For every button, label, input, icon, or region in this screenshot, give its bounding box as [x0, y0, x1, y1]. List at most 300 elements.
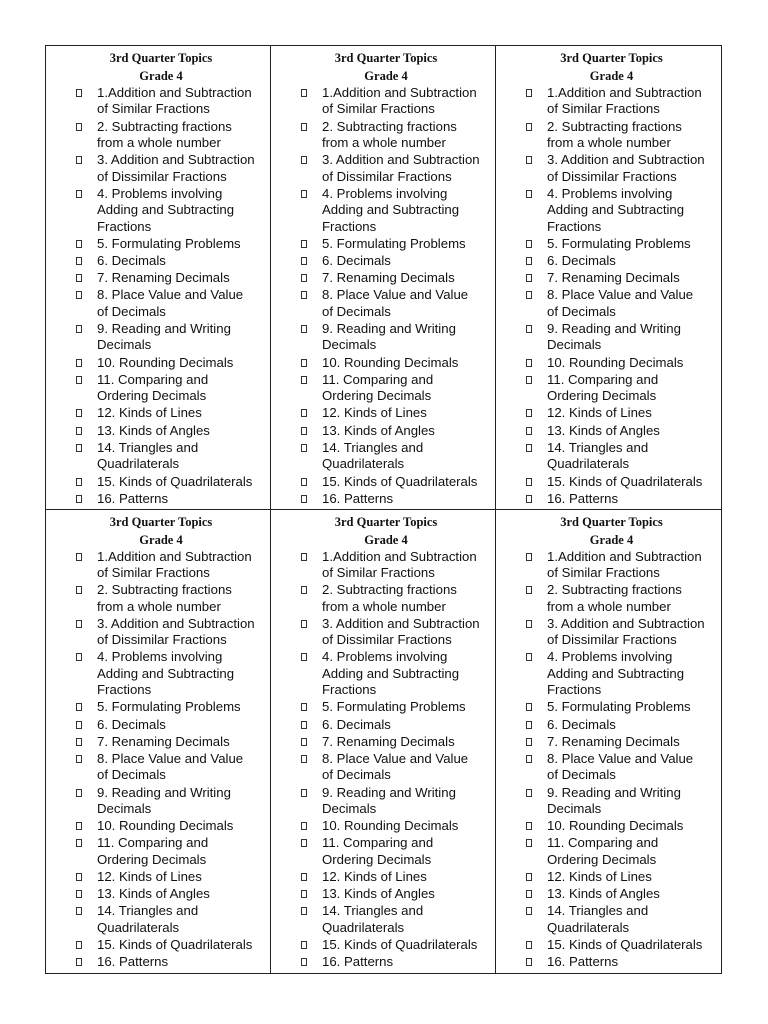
- checkbox-icon[interactable]: [76, 620, 82, 628]
- topic-item-text: 6. Decimals: [547, 716, 616, 732]
- topic-item-text: 13. Kinds of Angles: [322, 886, 435, 902]
- topic-item: [496, 491, 721, 507]
- cell-grade: Grade 4: [139, 532, 183, 547]
- topic-item-text: 11. Comparing and: [322, 835, 434, 851]
- checkbox-icon[interactable]: [76, 291, 82, 299]
- checkbox-icon[interactable]: [301, 586, 307, 594]
- topic-item-text: 13. Kinds of Angles: [547, 886, 660, 902]
- topic-item: [46, 903, 270, 936]
- topic-list: [271, 549, 495, 971]
- topic-item: [271, 321, 495, 354]
- checkbox-icon[interactable]: [526, 325, 532, 333]
- checkbox-icon[interactable]: [76, 653, 82, 661]
- topic-item-text: Decimals: [97, 800, 152, 816]
- topic-item: [46, 236, 270, 252]
- checkbox-icon[interactable]: [526, 721, 532, 729]
- checkbox-icon[interactable]: [76, 586, 82, 594]
- checkbox-icon[interactable]: [526, 958, 532, 966]
- topic-item-text: 7. Renaming Decimals: [322, 733, 455, 749]
- topic-item-text: from a whole number: [547, 598, 671, 614]
- checkbox-icon[interactable]: [76, 123, 82, 131]
- topic-item: [496, 236, 721, 252]
- topic-item-text: 8. Place Value and Value: [547, 287, 694, 303]
- topic-item-text: Quadrilaterals: [97, 456, 180, 472]
- checkbox-icon[interactable]: [301, 409, 307, 417]
- topic-item-text: of Dissimilar Fractions: [547, 168, 677, 184]
- topic-item: [271, 649, 495, 698]
- topic-item-text: 11. Comparing and: [547, 371, 659, 387]
- topic-item-text: of Decimals: [322, 767, 391, 783]
- topic-item-text: 13. Kinds of Angles: [322, 422, 435, 438]
- topic-item: [496, 937, 721, 953]
- checkbox-icon[interactable]: [526, 553, 532, 561]
- checkbox-icon[interactable]: [76, 156, 82, 164]
- topic-item-text: 5. Formulating Problems: [322, 699, 466, 715]
- topic-item-text: of Similar Fractions: [322, 101, 435, 117]
- topic-item: [46, 649, 270, 698]
- topic-item: [46, 270, 270, 286]
- checkbox-icon[interactable]: [526, 427, 532, 435]
- checkbox-icon[interactable]: [526, 240, 532, 248]
- topic-item: [496, 785, 721, 818]
- topic-item-text: 14. Triangles and: [547, 903, 649, 919]
- topic-item: [271, 423, 495, 439]
- topic-list: [46, 549, 270, 971]
- checkbox-icon[interactable]: [76, 958, 82, 966]
- topic-item-text: 1.Addition and Subtraction: [547, 85, 702, 100]
- topic-item: [46, 785, 270, 818]
- topic-item: [46, 372, 270, 405]
- checkbox-icon[interactable]: [301, 359, 307, 367]
- topic-item: [496, 253, 721, 269]
- topic-item-text: Quadrilaterals: [322, 919, 405, 935]
- topic-item: [271, 616, 495, 649]
- topic-item-text: 2. Subtracting fractions: [97, 582, 232, 598]
- cell-heading: 3rd Quarter Topics: [109, 514, 213, 529]
- topic-item: [271, 236, 495, 252]
- topic-item-text: 3. Addition and Subtraction: [322, 152, 480, 168]
- topic-item: [271, 186, 495, 235]
- checkbox-icon[interactable]: [301, 789, 307, 797]
- checkbox-icon[interactable]: [526, 478, 532, 486]
- topic-item: [46, 734, 270, 750]
- topic-item-text: Fractions: [97, 682, 152, 698]
- checkbox-icon[interactable]: [301, 156, 307, 164]
- topic-item-text: Adding and Subtracting: [322, 202, 460, 218]
- topic-item: [46, 937, 270, 953]
- checkbox-icon[interactable]: [301, 274, 307, 282]
- topic-item-text: 2. Subtracting fractions: [547, 118, 682, 134]
- topic-item: [271, 582, 495, 615]
- topic-item-text: 5. Formulating Problems: [547, 235, 691, 251]
- topic-item: [271, 734, 495, 750]
- topic-item: [46, 835, 270, 868]
- topic-item-text: 7. Renaming Decimals: [97, 733, 230, 749]
- topic-item-text: Adding and Subtracting: [547, 665, 685, 681]
- topic-item-text: Fractions: [547, 682, 602, 698]
- checkbox-icon[interactable]: [301, 89, 307, 97]
- topic-item: [271, 372, 495, 405]
- topics-cell: [271, 510, 496, 974]
- checkbox-icon[interactable]: [526, 409, 532, 417]
- topic-item: [271, 785, 495, 818]
- topic-item: [271, 751, 495, 784]
- checkbox-icon[interactable]: [301, 907, 307, 915]
- topic-item-text: 11. Comparing and: [322, 371, 434, 387]
- topic-item-text: of Similar Fractions: [547, 564, 660, 580]
- topic-item: [271, 903, 495, 936]
- topic-item-text: 9. Reading and Writing: [322, 321, 456, 337]
- topic-item: [496, 549, 721, 582]
- topic-item: [271, 869, 495, 885]
- checkbox-icon[interactable]: [76, 478, 82, 486]
- checkbox-icon[interactable]: [301, 291, 307, 299]
- topic-item: [496, 355, 721, 371]
- topic-item-text: 10. Rounding Decimals: [322, 354, 459, 370]
- topic-item: [496, 85, 721, 118]
- topic-item: [271, 119, 495, 152]
- topic-item-text: of Dissimilar Fractions: [322, 168, 452, 184]
- topic-item: [46, 751, 270, 784]
- topic-item: [496, 474, 721, 490]
- checkbox-icon[interactable]: [526, 789, 532, 797]
- cell-heading: 3rd Quarter Topics: [560, 514, 663, 529]
- topic-item: [496, 649, 721, 698]
- topic-item: [496, 423, 721, 439]
- topic-item-text: Ordering Decimals: [97, 851, 207, 867]
- topic-item: [46, 886, 270, 902]
- checkbox-icon[interactable]: [76, 359, 82, 367]
- checkbox-icon[interactable]: [526, 873, 532, 881]
- topic-item: [271, 717, 495, 733]
- topic-item: [496, 186, 721, 235]
- topic-item: [271, 699, 495, 715]
- topic-item: [271, 440, 495, 473]
- topic-item-text: 1.Addition and Subtraction: [322, 85, 477, 100]
- checkbox-icon[interactable]: [526, 495, 532, 503]
- checkbox-icon[interactable]: [301, 755, 307, 763]
- topic-item: [46, 152, 270, 185]
- topic-item-text: 3. Addition and Subtraction: [97, 615, 255, 631]
- checkbox-icon[interactable]: [526, 703, 532, 711]
- topic-item-text: 4. Problems involving: [547, 649, 673, 665]
- checkbox-icon[interactable]: [76, 427, 82, 435]
- topic-item-text: 14. Triangles and: [97, 439, 199, 455]
- checkbox-icon[interactable]: [301, 444, 307, 452]
- checkbox-icon[interactable]: [76, 409, 82, 417]
- topic-item: [271, 85, 495, 118]
- topic-item-text: 6. Decimals: [322, 253, 391, 269]
- topic-item: [46, 321, 270, 354]
- checkbox-icon[interactable]: [301, 190, 307, 198]
- topic-item-text: of Similar Fractions: [97, 564, 210, 580]
- topics-cell: [496, 510, 721, 974]
- checkbox-icon[interactable]: [301, 958, 307, 966]
- topic-item: [46, 954, 270, 970]
- topic-item-text: 15. Kinds of Quadrilaterals: [547, 473, 703, 489]
- topic-item: [46, 85, 270, 118]
- topic-item: [496, 751, 721, 784]
- checkbox-icon[interactable]: [526, 755, 532, 763]
- cell-grade: Grade 4: [589, 69, 634, 83]
- checkbox-icon[interactable]: [76, 873, 82, 881]
- topic-item: [46, 119, 270, 152]
- checkbox-icon[interactable]: [76, 890, 82, 898]
- topic-item: [496, 119, 721, 152]
- topic-item-text: 2. Subtracting fractions: [547, 582, 682, 598]
- checkbox-icon[interactable]: [76, 553, 82, 561]
- checkbox-icon[interactable]: [76, 941, 82, 949]
- topic-item-text: 12. Kinds of Lines: [97, 868, 202, 884]
- checkbox-icon[interactable]: [301, 653, 307, 661]
- topic-item-text: of Dissimilar Fractions: [97, 168, 227, 184]
- checkbox-icon[interactable]: [301, 123, 307, 131]
- topic-item-text: 10. Rounding Decimals: [547, 818, 684, 834]
- topic-item: [496, 869, 721, 885]
- topic-list: [46, 85, 270, 507]
- topic-item-text: 10. Rounding Decimals: [97, 818, 234, 834]
- topic-item: [271, 405, 495, 421]
- checkbox-icon[interactable]: [526, 620, 532, 628]
- topic-item-text: 1.Addition and Subtraction: [97, 85, 252, 100]
- topic-item-text: 15. Kinds of Quadrilaterals: [547, 937, 703, 952]
- topic-item-text: 15. Kinds of Quadrilaterals: [97, 937, 253, 952]
- topic-item-text: 11. Comparing and: [97, 835, 209, 851]
- checkbox-icon[interactable]: [301, 376, 307, 384]
- topic-item-text: of Dissimilar Fractions: [547, 632, 677, 648]
- topic-item: [46, 717, 270, 733]
- checkbox-icon[interactable]: [76, 789, 82, 797]
- checkbox-icon[interactable]: [76, 822, 82, 830]
- topic-item-text: of Dissimilar Fractions: [97, 632, 227, 648]
- topic-item-text: of Dissimilar Fractions: [322, 632, 452, 648]
- topic-item-text: of Decimals: [97, 303, 166, 319]
- topic-item: [271, 549, 495, 582]
- checkbox-icon[interactable]: [526, 89, 532, 97]
- checkbox-icon[interactable]: [526, 257, 532, 265]
- checkbox-icon[interactable]: [301, 478, 307, 486]
- topic-item-text: 16. Patterns: [322, 954, 394, 970]
- topic-item-text: Fractions: [97, 218, 152, 234]
- checkbox-icon[interactable]: [76, 703, 82, 711]
- topic-list: [496, 549, 721, 971]
- topic-item: [496, 616, 721, 649]
- topic-item: [46, 253, 270, 269]
- checkbox-icon[interactable]: [76, 755, 82, 763]
- checkbox-icon[interactable]: [76, 721, 82, 729]
- topic-item-text: 10. Rounding Decimals: [547, 354, 684, 370]
- checkbox-icon[interactable]: [76, 738, 82, 746]
- topic-item: [496, 582, 721, 615]
- topic-item: [496, 152, 721, 185]
- topic-item: [496, 954, 721, 970]
- topic-item-text: Quadrilaterals: [547, 919, 630, 935]
- checkbox-icon[interactable]: [526, 586, 532, 594]
- checkbox-icon[interactable]: [76, 839, 82, 847]
- checkbox-icon[interactable]: [526, 738, 532, 746]
- topic-item: [496, 717, 721, 733]
- topic-item: [271, 287, 495, 320]
- topic-item-text: 8. Place Value and Value: [547, 750, 694, 766]
- checkbox-icon[interactable]: [526, 291, 532, 299]
- topic-item: [271, 954, 495, 970]
- topic-item-text: 12. Kinds of Lines: [547, 868, 652, 884]
- topic-item-text: Adding and Subtracting: [97, 665, 235, 681]
- topic-item-text: 16. Patterns: [97, 490, 169, 506]
- checkbox-icon[interactable]: [301, 495, 307, 503]
- checkbox-icon[interactable]: [301, 703, 307, 711]
- topic-item-text: 7. Renaming Decimals: [97, 270, 230, 286]
- checkbox-icon[interactable]: [526, 890, 532, 898]
- topic-item-text: 11. Comparing and: [547, 835, 659, 851]
- topic-item-text: 9. Reading and Writing: [322, 784, 456, 800]
- topic-item-text: Adding and Subtracting: [322, 665, 460, 681]
- checkbox-icon[interactable]: [76, 274, 82, 282]
- topic-item-text: Quadrilaterals: [322, 456, 405, 472]
- topic-item-text: Fractions: [547, 218, 602, 234]
- topic-item-text: Ordering Decimals: [322, 851, 432, 867]
- checkbox-icon[interactable]: [301, 240, 307, 248]
- checkbox-icon[interactable]: [76, 190, 82, 198]
- checkbox-icon[interactable]: [526, 190, 532, 198]
- topic-item-text: 7. Renaming Decimals: [547, 270, 680, 286]
- checkbox-icon[interactable]: [526, 653, 532, 661]
- topic-item-text: 16. Patterns: [547, 954, 619, 970]
- checkbox-icon[interactable]: [526, 274, 532, 282]
- topics-cell: [46, 510, 271, 974]
- topic-list: [271, 85, 495, 507]
- topic-item-text: 16. Patterns: [547, 490, 619, 506]
- topic-item-text: of Similar Fractions: [97, 101, 210, 117]
- checkbox-icon[interactable]: [301, 553, 307, 561]
- topic-item: [46, 423, 270, 439]
- topic-item-text: 3. Addition and Subtraction: [547, 615, 705, 631]
- checkbox-icon[interactable]: [526, 822, 532, 830]
- topic-item: [46, 616, 270, 649]
- topic-item: [496, 903, 721, 936]
- topic-item-text: 1.Addition and Subtraction: [322, 548, 477, 564]
- topic-item-text: 13. Kinds of Angles: [97, 422, 210, 438]
- checkbox-icon[interactable]: [301, 257, 307, 265]
- checkbox-icon[interactable]: [301, 890, 307, 898]
- checkbox-icon[interactable]: [76, 257, 82, 265]
- topic-item-text: 7. Renaming Decimals: [322, 270, 455, 286]
- topic-item-text: 14. Triangles and: [322, 903, 424, 919]
- topic-item: [271, 886, 495, 902]
- topics-cell: [46, 46, 271, 510]
- topic-item-text: Quadrilaterals: [97, 919, 180, 935]
- topic-item: [46, 186, 270, 235]
- topic-item-text: 12. Kinds of Lines: [97, 405, 202, 421]
- cell-grade: Grade 4: [364, 532, 408, 547]
- topics-sheet: [45, 45, 722, 974]
- topic-item-text: Adding and Subtracting: [97, 202, 235, 218]
- checkbox-icon[interactable]: [301, 873, 307, 881]
- topic-item-text: 16. Patterns: [97, 954, 169, 970]
- topic-item-text: Decimals: [547, 337, 602, 353]
- checkbox-icon[interactable]: [526, 907, 532, 915]
- checkbox-icon[interactable]: [301, 427, 307, 435]
- topic-item-text: 5. Formulating Problems: [97, 235, 241, 251]
- topic-item-text: 3. Addition and Subtraction: [547, 152, 705, 168]
- checkbox-icon[interactable]: [301, 738, 307, 746]
- topic-item-text: 4. Problems involving: [547, 185, 673, 201]
- topic-item: [271, 152, 495, 185]
- checkbox-icon[interactable]: [301, 839, 307, 847]
- topic-item: [46, 355, 270, 371]
- topic-item: [496, 734, 721, 750]
- topic-item-text: from a whole number: [322, 598, 446, 614]
- topic-item-text: Decimals: [322, 337, 377, 353]
- checkbox-icon[interactable]: [301, 325, 307, 333]
- topic-item-text: 5. Formulating Problems: [322, 235, 466, 251]
- topic-item: [496, 440, 721, 473]
- checkbox-icon[interactable]: [526, 359, 532, 367]
- topic-item: [496, 270, 721, 286]
- topic-item-text: Fractions: [322, 682, 377, 698]
- topic-item-text: of Decimals: [97, 767, 166, 783]
- checkbox-icon[interactable]: [76, 325, 82, 333]
- topic-item-text: 14. Triangles and: [547, 439, 649, 455]
- topic-item-text: Ordering Decimals: [547, 388, 657, 404]
- topic-item-text: 8. Place Value and Value: [97, 750, 244, 766]
- checkbox-icon[interactable]: [526, 376, 532, 384]
- checkbox-icon[interactable]: [76, 376, 82, 384]
- topic-item-text: 13. Kinds of Angles: [97, 886, 210, 902]
- topic-item-text: 14. Triangles and: [97, 903, 199, 919]
- topic-item-text: 2. Subtracting fractions: [322, 118, 457, 134]
- topic-item-text: 10. Rounding Decimals: [97, 354, 234, 370]
- checkbox-icon[interactable]: [301, 721, 307, 729]
- topic-item-text: Ordering Decimals: [97, 388, 207, 404]
- checkbox-icon[interactable]: [301, 822, 307, 830]
- checkbox-icon[interactable]: [526, 839, 532, 847]
- topic-item-text: 16. Patterns: [322, 490, 394, 506]
- topic-item: [271, 355, 495, 371]
- cell-heading: 3rd Quarter Topics: [334, 51, 438, 65]
- topic-item-text: of Similar Fractions: [322, 564, 435, 580]
- topic-item-text: 15. Kinds of Quadrilaterals: [322, 937, 478, 952]
- checkbox-icon[interactable]: [76, 89, 82, 97]
- checkbox-icon[interactable]: [76, 240, 82, 248]
- checkbox-icon[interactable]: [301, 620, 307, 628]
- topic-item-text: 12. Kinds of Lines: [322, 405, 427, 421]
- cell-grade: Grade 4: [139, 69, 183, 83]
- cell-heading: 3rd Quarter Topics: [560, 51, 663, 65]
- checkbox-icon[interactable]: [76, 495, 82, 503]
- topic-list: [496, 85, 721, 507]
- topic-item-text: of Decimals: [547, 303, 616, 319]
- cell-heading: 3rd Quarter Topics: [334, 514, 438, 529]
- topic-item-text: 15. Kinds of Quadrilaterals: [322, 473, 478, 489]
- checkbox-icon[interactable]: [526, 941, 532, 949]
- topic-item-text: 8. Place Value and Value: [322, 287, 469, 303]
- checkbox-icon[interactable]: [76, 444, 82, 452]
- topic-item: [271, 491, 495, 507]
- topic-item: [496, 287, 721, 320]
- checkbox-icon[interactable]: [301, 941, 307, 949]
- checkbox-icon[interactable]: [526, 444, 532, 452]
- topic-item-text: 6. Decimals: [97, 716, 166, 732]
- topic-item-text: Decimals: [547, 800, 602, 816]
- topic-item: [46, 699, 270, 715]
- checkbox-icon[interactable]: [76, 907, 82, 915]
- topic-item-text: 12. Kinds of Lines: [547, 405, 652, 421]
- topic-item: [496, 835, 721, 868]
- checkbox-icon[interactable]: [526, 123, 532, 131]
- topic-item: [46, 474, 270, 490]
- checkbox-icon[interactable]: [526, 156, 532, 164]
